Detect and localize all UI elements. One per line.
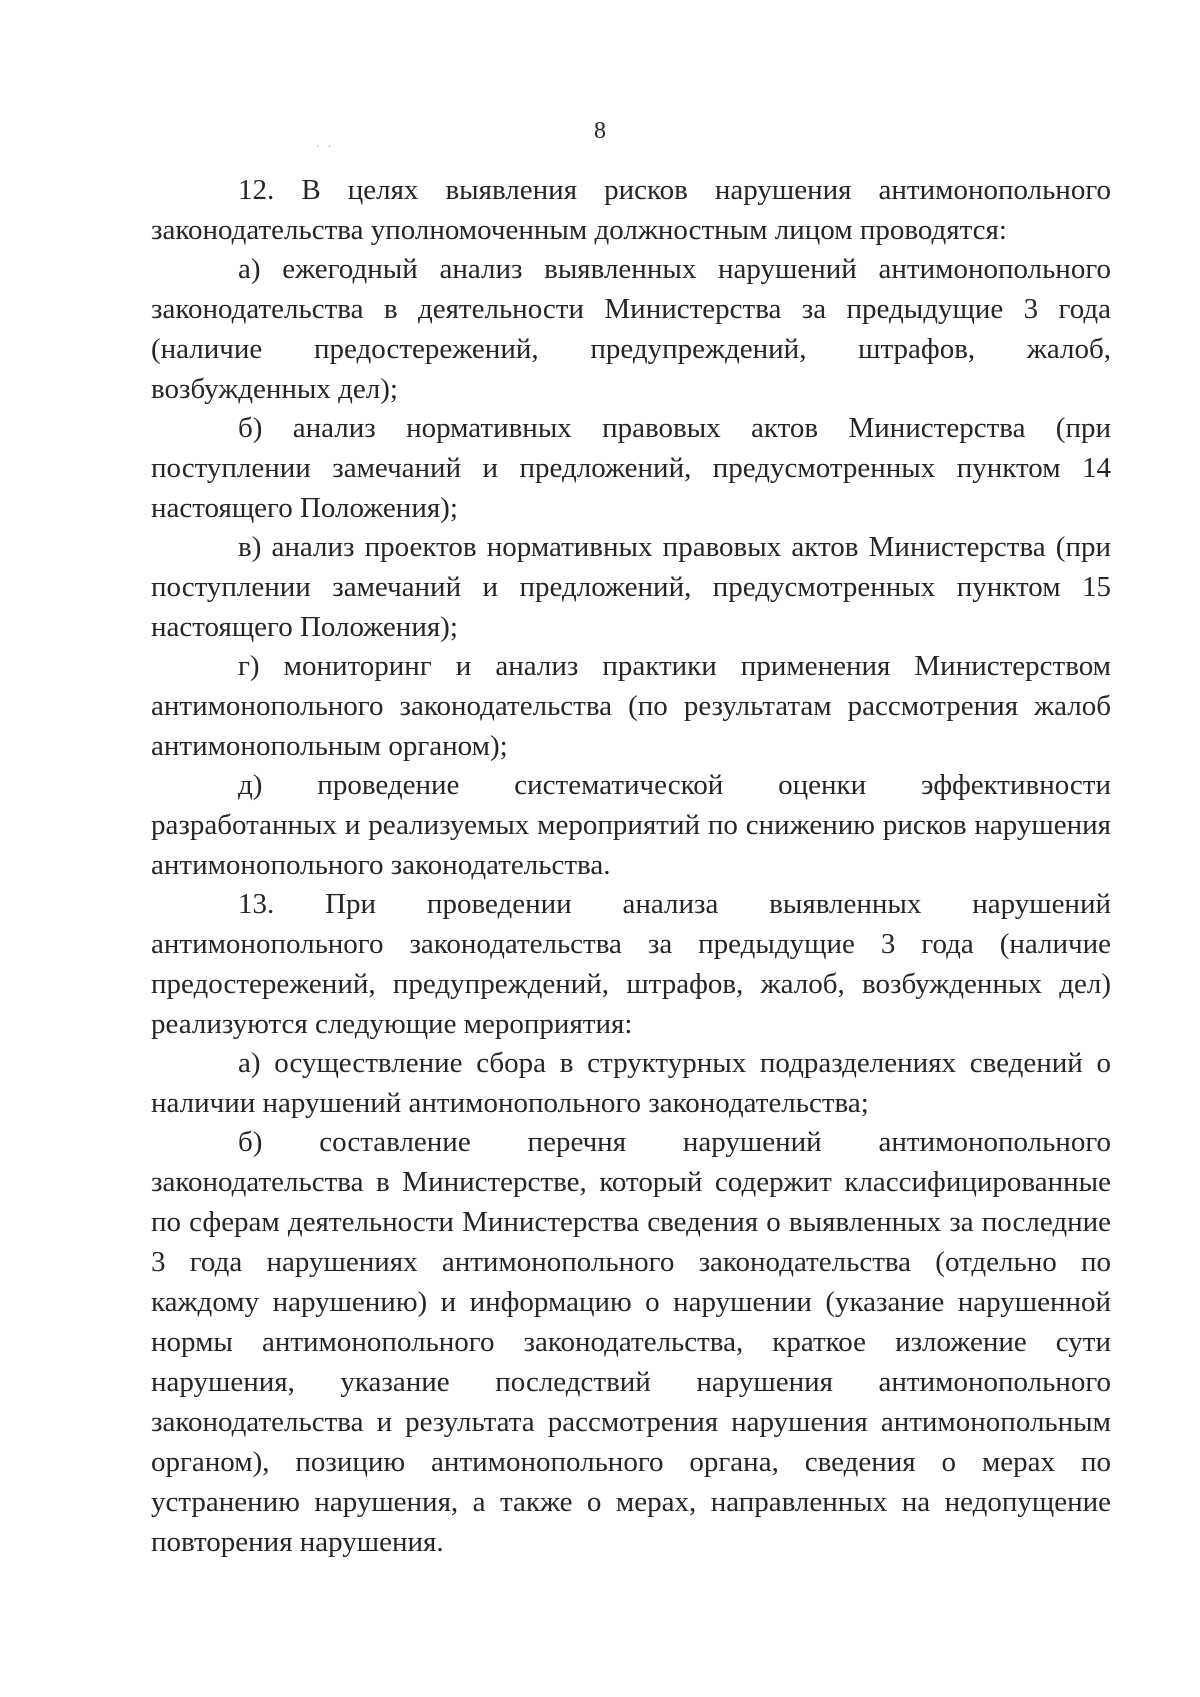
- paragraph-12-b: б) анализ нормативных правовых актов Министерства (при поступлении замечаний и предложений, предусмотренных пунктом 14 настоящего Положения);: [151, 412, 1111, 524]
- document-body: [151, 170, 1111, 1561]
- paragraph-12-v: в) анализ проектов нормативных правовых актов Министерства (при поступлении замечаний и предложений, предусмотренных пунктом 15 настоящего Положения);: [151, 531, 1111, 643]
- paragraph-13-a: а) осуществление сбора в структурных подразделениях сведений о наличии нарушений антимонопольного законодательства;: [151, 1047, 1111, 1119]
- paragraph-12-g: г) мониторинг и анализ практики применения Министерством антимонопольного законодательства (по результатам рассмотрения жалоб антимонопольным органом);: [151, 650, 1111, 762]
- paragraph-13-b: б) составление перечня нарушений антимонопольного законодательства в Министерстве, который содержит классифицированные по сферам деятельности Министерства сведения о выявленных за последние 3 года нарушениях антимонопольного законодательства (отдельно по каждому нарушению) и информацию о нарушении (указание нарушенной нормы антимонопольного законодательства, краткое изложение сути нарушения, указание последствий нарушения антимонопольного законодательства и результата рассмотрения нарушения антимонопольным органом), позицию антимонопольного органа, сведения о мерах по устранению нарушения, а также о мерах, направленных на недопущение повторения нарушения.: [151, 1126, 1111, 1558]
- scan-artifact-marks: . .: [316, 136, 334, 150]
- page-number: 8: [594, 118, 606, 144]
- paragraph-13: 13. При проведении анализа выявленных нарушений антимонопольного законодательства за предыдущие 3 года (наличие предостережений, предупреждений, штрафов, жалоб, возбужденных дел) реализуются следующие мероприятия:: [151, 888, 1111, 1040]
- paragraph-12-d: д) проведение систематической оценки эффективности разработанных и реализуемых мероприятий по снижению рисков нарушения антимонопольного законодательства.: [151, 769, 1111, 881]
- paragraph-12-a: а) ежегодный анализ выявленных нарушений антимонопольного законодательства в деятельности Министерства за предыдущие 3 года (наличие предостережений, предупреждений, штрафов, жалоб, возбужденных дел);: [151, 253, 1111, 405]
- paragraph-12: 12. В целях выявления рисков нарушения антимонопольного законодательства уполномоченным должностным лицом проводятся:: [151, 174, 1111, 246]
